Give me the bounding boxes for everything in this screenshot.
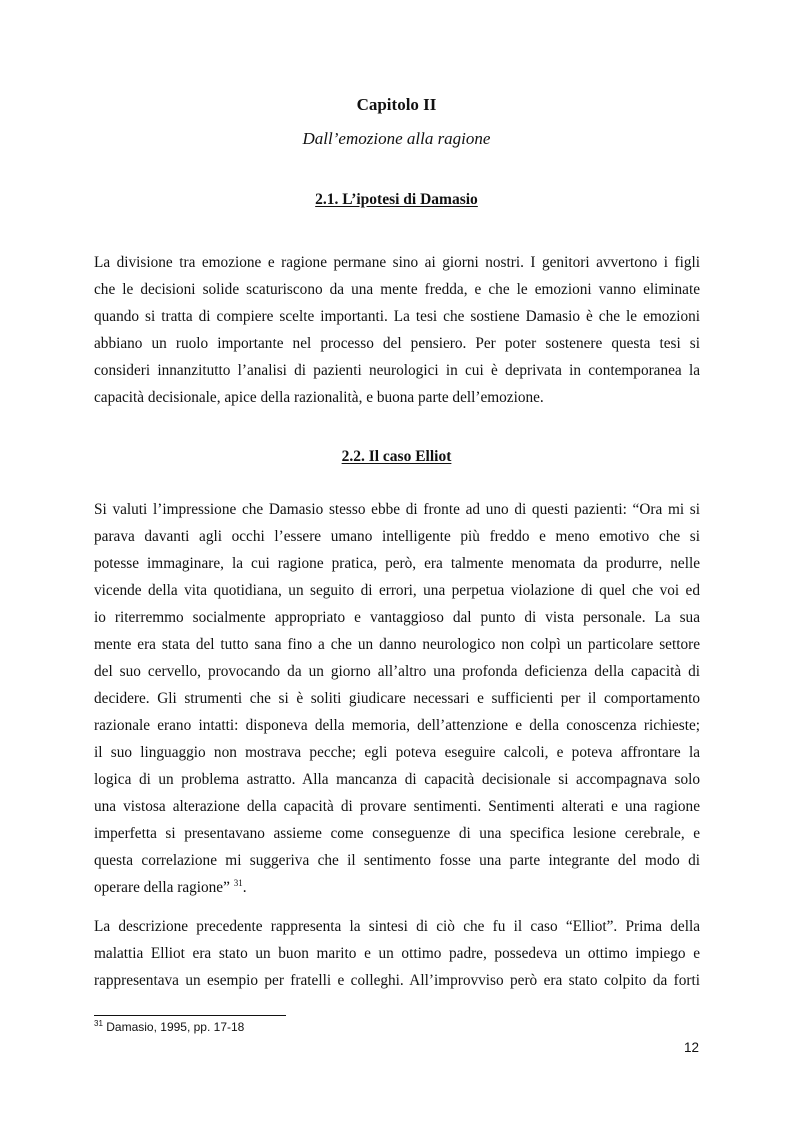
sentence-end: .: [242, 879, 247, 896]
text-line: consideri innanzitutto l’analisi di pazienti neurologici in cui è deprivata in contemporanea la: [94, 362, 700, 379]
text-line-with-footnote: [94, 874, 700, 901]
section-heading-2-2: 2.2. Il caso Elliot: [341, 448, 452, 465]
section-heading-2-1: 2.1. L’ipotesi di Damasio: [315, 191, 478, 208]
text-line: una vistosa alterazione della capacità di provare sentimenti. Sentimenti alterati e una ragione: [94, 798, 700, 815]
text-line: imperfetta si presentavano assieme come conseguenze di una specifica lesione cerebrale, e: [94, 825, 700, 842]
text-line: capacità decisionale, apice della razionalità, e buona parte dell’emozione.: [94, 389, 544, 406]
text-line: il suo linguaggio non mostrava pecche; egli poteva eseguire calcoli, e poteva affrontare la: [94, 744, 700, 761]
paragraph-damasio-hypothesis: [94, 249, 700, 411]
chapter-title: Capitolo II: [356, 95, 437, 114]
text-line: abbiano un ruolo importante nel processo del pensiero. Per poter sostenere questa tesi si: [94, 335, 700, 352]
text-line: questa correlazione mi suggeriva che il sentimento fosse una parte integrante del modo di: [94, 852, 700, 869]
text-line-end: operare della ragione”: [94, 879, 230, 896]
text-line: La descrizione precedente rappresenta la sintesi di ciò che fu il caso “Elliot”. Prima della: [94, 918, 700, 935]
text-line: del suo cervello, provocando da un giorno all’altro una profonda deficienza della capacità di: [94, 663, 700, 680]
text-line: parava davanti agli occhi l’essere umano intelligente più freddo e meno emotivo che si: [94, 528, 700, 545]
footnote-text: Damasio, 1995, pp. 17-18: [106, 1020, 245, 1034]
paragraph-elliot-case: [94, 913, 700, 994]
footnote-number: 31: [94, 1019, 103, 1028]
chapter-subtitle: Dall’emozione alla ragione: [302, 129, 491, 148]
text-line: mente era stata del tutto sana fino a che un danno neurologico non colpì un particolare settore: [94, 636, 700, 653]
text-line: decidere. Gli strumenti che si è soliti giudicare necessari e sufficienti per il comportamento: [94, 690, 700, 707]
text-line: malattia Elliot era stato un buon marito e un ottimo padre, possedeva un ottimo impiego e: [94, 945, 700, 962]
footnote: [94, 1019, 244, 1035]
text-line: logica di un problema astratto. Alla mancanza di capacità decisionale si accompagnava solo: [94, 771, 700, 788]
footnote-divider: [94, 1015, 286, 1016]
text-line: che le decisioni solide scaturiscono da una mente fredda, e che le emozioni vanno eliminate: [94, 281, 700, 298]
text-line: La divisione tra emozione e ragione permane sino ai giorni nostri. I genitori avvertono i figli: [94, 254, 700, 271]
footnote-reference[interactable]: 31: [233, 878, 243, 888]
paragraph-elliot-quote: [94, 496, 700, 901]
text-line: io riterremmo socialmente appropriato e vantaggioso dal punto di vista personale. La sua: [94, 609, 700, 626]
text-line: Si valuti l’impressione che Damasio stesso ebbe di fronte ad uno di questi pazienti: “Ora mi si: [94, 501, 700, 518]
page-number: 12: [683, 1040, 699, 1055]
text-line: vicende della vita quotidiana, un seguito di errori, una perpetua violazione di quel che voi ed: [94, 582, 700, 599]
text-line: quando si tratta di compiere scelte importanti. La tesi che sostiene Damasio è che le emozioni: [94, 308, 700, 325]
text-line: potesse immaginare, la cui ragione pratica, però, era talmente menomata da produrre, nelle: [94, 555, 700, 572]
text-line: razionale erano intatti: disponeva della memoria, dell’attenzione e della conoscenza richieste;: [94, 717, 700, 734]
text-line: rappresentava un esempio per fratelli e colleghi. All’improvviso però era stato colpito da forti: [94, 972, 700, 989]
